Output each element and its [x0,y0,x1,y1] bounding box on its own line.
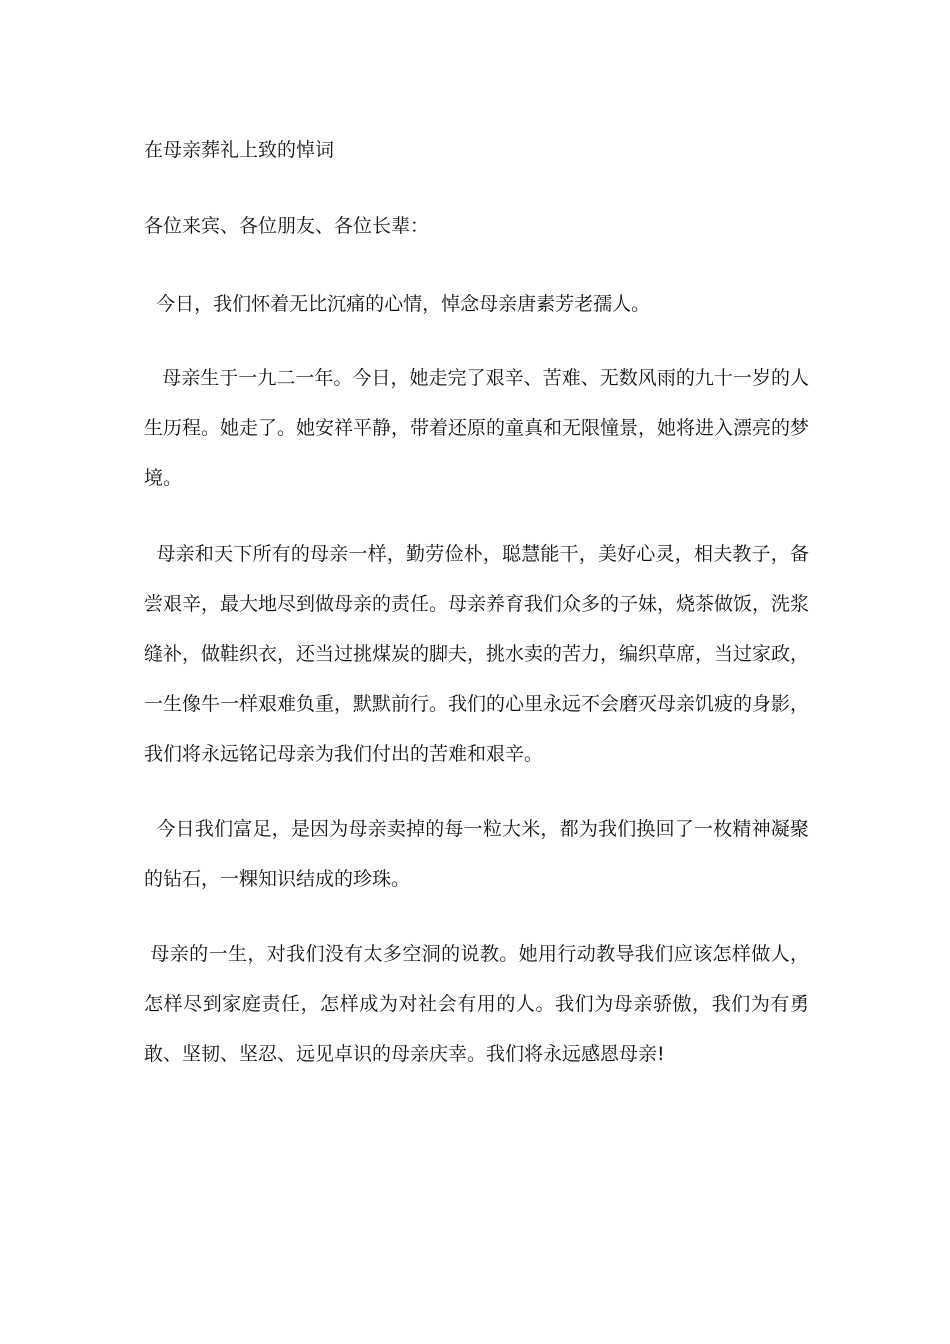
paragraph-2: 母亲生于一九二一年。今日，她走完了艰辛、苦难、无数风雨的九十一岁的人生历程。她走了。她安祥平静，带着还原的童真和无限憧景，她将进入漂亮的梦境。 [144,367,810,489]
document-title: 在母亲葬礼上致的悼词 [144,139,335,161]
greeting-line: 各位来宾、各位朋友、各位长辈： [144,215,430,237]
paragraph-5: 母亲的一生，对我们没有太多空洞的说教。她用行动教导我们应该怎样做人，怎样尽到家庭责任，怎样成为对社会有用的人。我们为母亲骄傲，我们为有勇敢、坚韧、坚忍、远见卓识的母亲庆幸。我们将永远感恩母亲! [144,943,809,1065]
paragraph-4: 今日我们富足，是因为母亲卖掉的每一粒大米，都为我们换回了一枚精神凝聚的钻石，一粿知识结成的珍珠。 [144,818,809,890]
paragraph-1: 今日，我们怀着无比沉痛的心情，悼念母亲唐素芳老孺人。 [144,293,651,315]
document-body [144,135,809,1079]
paragraph-3: 母亲和天下所有的母亲一样，勤劳俭朴，聪慧能干，美好心灵，相夫教子，备尝艰辛，最大地尽到做母亲的责任。母亲养育我们众多的子妹，烧茶做饭，洗浆缝补，做鞋织衣，还当过挑煤炭的脚夫，挑水卖的苦力，编织草席，当过家政，一生像牛一样艰难负重，默默前行。我们的心里永远不会磨灭母亲饥疲的身影，我们将永远铭记母亲为我们付出的苦难和艰辛。 [144,543,810,765]
